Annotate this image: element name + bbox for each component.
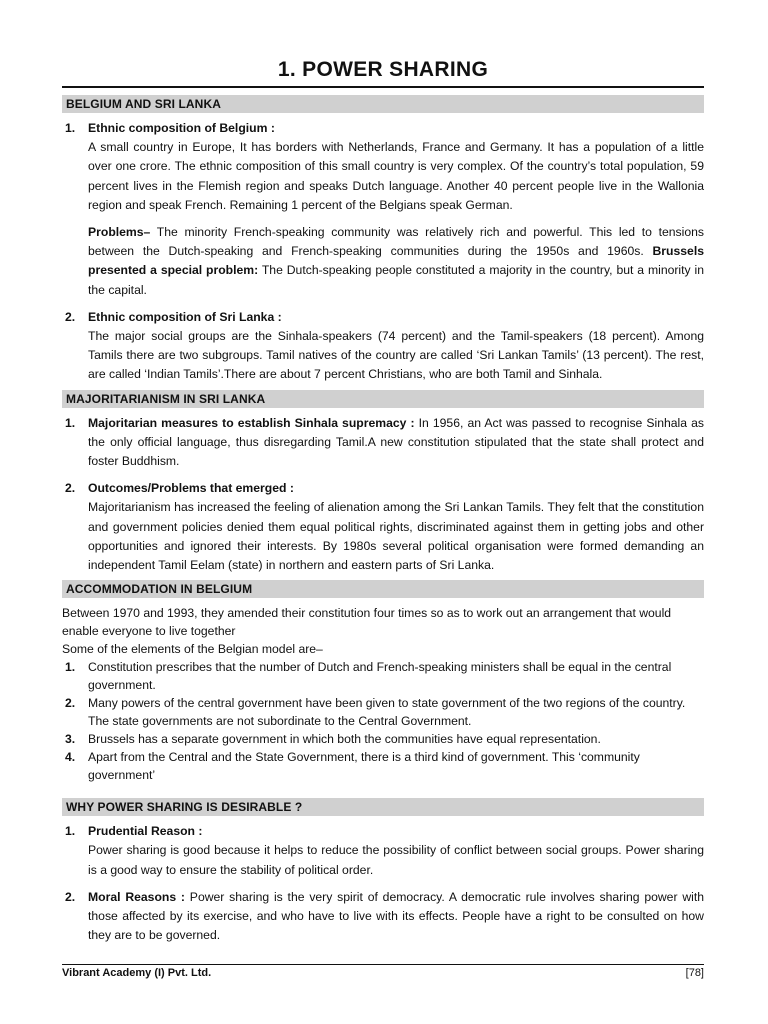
item-text: Many powers of the central government have been given to state government of the two regions of the country. The state governments are not subordinate to the Central Government. bbox=[88, 696, 686, 729]
footer-organization: Vibrant Academy (I) Pvt. Ltd. bbox=[62, 967, 212, 979]
item-number: 1. bbox=[65, 121, 76, 135]
intro-line: Some of the elements of the Belgian model are– bbox=[62, 642, 323, 657]
page-title: 1. POWER SHARING bbox=[62, 58, 704, 88]
item-text: Power sharing is good because it helps to reduce the possibility of conflict between social groups. Power sharing is a good way to ensure the stability of political order. bbox=[88, 843, 704, 877]
item-label: Outcomes/Problems that emerged : bbox=[88, 481, 294, 496]
item-number: 4. bbox=[65, 750, 76, 765]
list-item bbox=[62, 308, 704, 385]
item-text: Power sharing is the very spirit of democracy. A democratic rule involves sharing power with those affected by its exercise, and who have to live with its effects. People have a right to be consulted on how they are to be governed. bbox=[88, 889, 705, 943]
item-text: A small country in Europe, It has borders with Netherlands, France and Germany. It has a population of a little over one crore. The ethnic composition of this small country is very complex. Of the country’s total population, 59 percent lives in the Flemish region and speaks Dutch language. Another 40 percent people live in the Wallonia region and speak French. Remaining 1 percent of the Belgians speak German. bbox=[88, 140, 704, 212]
item-text: Apart from the Central and the State Government, there is a third kind of government. This ‘community government’ bbox=[88, 750, 640, 783]
item-label: Moral Reasons : bbox=[88, 889, 185, 904]
section-heading-desirable: WHY POWER SHARING IS DESIRABLE ? bbox=[62, 798, 704, 816]
item-text: Constitution prescribes that the number of Dutch and French-speaking ministers shall be equal in the central government. bbox=[88, 660, 672, 693]
problems-bold: Brussels presented a special problem: bbox=[88, 244, 704, 278]
item-number: 1. bbox=[65, 824, 76, 839]
list-item bbox=[62, 414, 704, 472]
item-text: Brussels has a separate government in which both the communities have equal representation. bbox=[88, 732, 601, 747]
list-item bbox=[62, 119, 704, 215]
problems-label: Problems– bbox=[88, 225, 151, 240]
list-item bbox=[62, 479, 704, 575]
section-heading-majoritarianism: MAJORITARIANISM IN SRI LANKA bbox=[62, 390, 704, 408]
section-heading-belgium-srilanka: BELGIUM AND SRI LANKA bbox=[62, 95, 704, 113]
intro-paragraph: Between 1970 and 1993, they amended their constitution four times so as to work out an arrangement that would enable everyone to live together bbox=[62, 606, 672, 639]
item-number: 2. bbox=[65, 309, 76, 324]
list-item bbox=[62, 658, 704, 694]
item-label: Prudential Reason : bbox=[88, 824, 203, 839]
document-page bbox=[62, 58, 704, 945]
item-label: Majoritarian measures to establish Sinhala supremacy : bbox=[88, 415, 415, 430]
item-label: Ethnic composition of Belgium : bbox=[88, 121, 275, 135]
item-number: 2. bbox=[65, 696, 76, 711]
item-number: 2. bbox=[65, 889, 76, 904]
item-text: The major social groups are the Sinhala-speakers (74 percent) and the Tamil-speakers (18 percent). Among Tamils there are two subgroups. Tamil natives of the country are called ‘Sri Lankan Tamils’ (13 percent). The rest, are called ‘Indian Tamils’.There are about 7 percent Christians, who are both Tamil and Sinhala. bbox=[88, 329, 704, 382]
problems-text: The minority French-speaking community was relatively rich and powerful. This led to tensions between the Dutch-speaking and French-speaking communities during the 1950s and 1960s. bbox=[88, 225, 704, 259]
item-number: 1. bbox=[65, 660, 76, 675]
list-item bbox=[62, 748, 704, 784]
problems-paragraph bbox=[62, 223, 704, 300]
problems-text-2: The Dutch-speaking people constituted a majority in the country, but a minority in the capital. bbox=[88, 263, 704, 297]
list-item bbox=[62, 694, 704, 730]
item-text: Majoritarianism has increased the feeling of alienation among the Sri Lankan Tamils. They felt that the constitution and government policies denied them equal political rights, discriminated against them in getting jobs and other opportunities and ignored their interests. By 1980s several political organisation were formed demanding an independent Tamil Eelam (state) in northern and eastern parts of Sri Lanka. bbox=[88, 500, 704, 573]
list-item bbox=[62, 888, 704, 946]
page-footer bbox=[62, 964, 704, 979]
section-heading-accommodation: ACCOMMODATION IN BELGIUM bbox=[62, 580, 704, 598]
item-number: 2. bbox=[65, 481, 76, 496]
list-item bbox=[62, 822, 704, 880]
page-number: [78] bbox=[685, 967, 704, 979]
item-number: 1. bbox=[65, 415, 76, 430]
item-text: In 1956, an Act was passed to recognise Sinhala as the only official language, thus disregarding Tamil.A new constitution stipulated that the state shall protect and foster Buddhism. bbox=[88, 415, 704, 469]
item-number: 3. bbox=[65, 732, 76, 747]
item-label: Ethnic composition of Sri Lanka : bbox=[88, 309, 282, 324]
list-item bbox=[62, 730, 704, 748]
